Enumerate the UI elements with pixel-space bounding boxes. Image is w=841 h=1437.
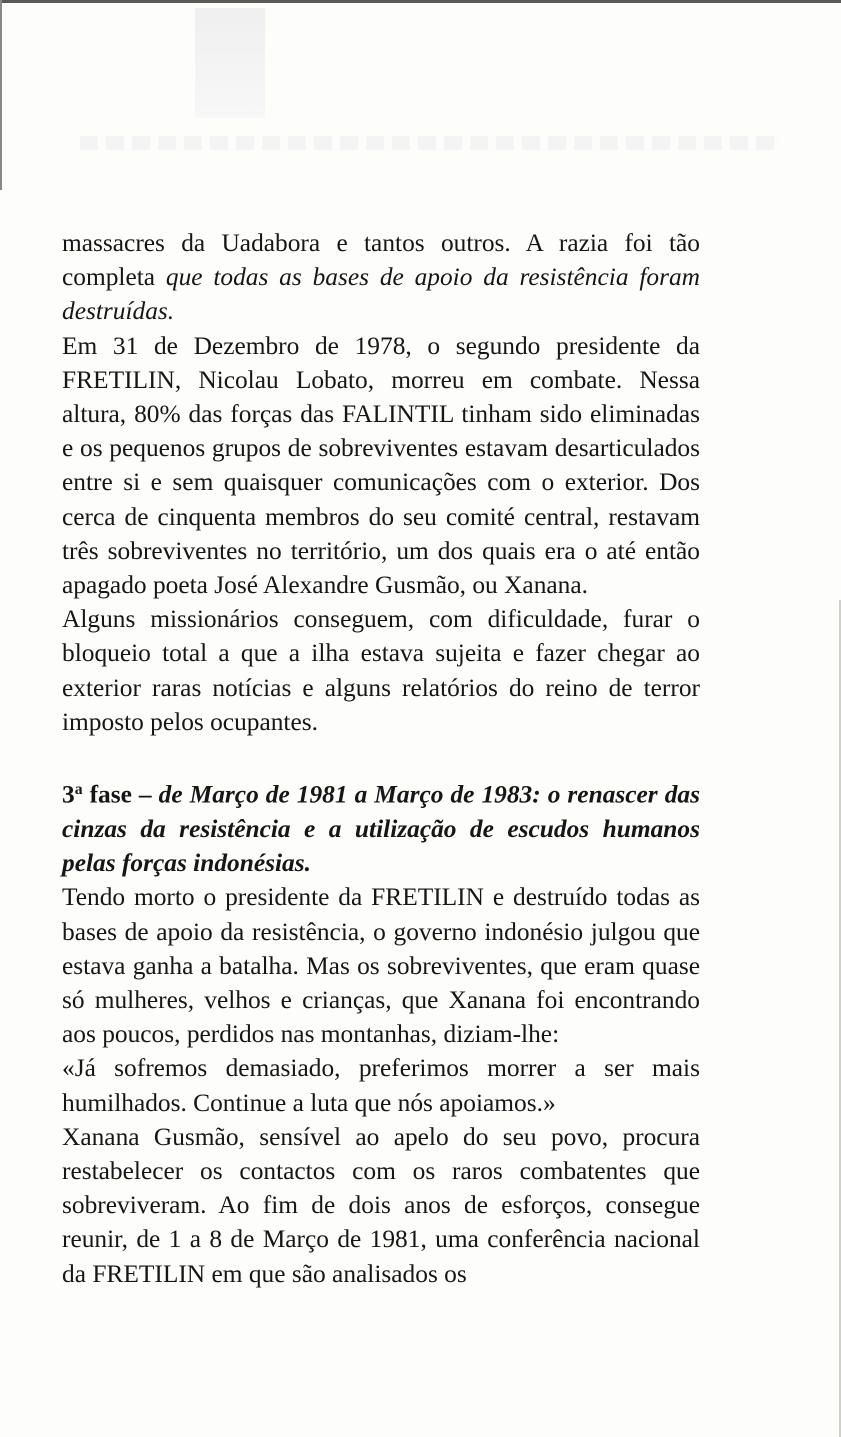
scan-edge-top <box>0 0 841 3</box>
bleed-through-block <box>195 8 265 118</box>
paragraph-4: Tendo morto o presidente da FRETILIN e destruído todas as bases de apoio da resistência, o governo indonésio julgou que estava ganha a batalha. Mas os sobreviventes, que eram quase só mulheres, velhos e crianças, que Xanana foi encontrando aos poucos, perdidos nas montanhas, diziam-lhe: <box>62 883 700 1049</box>
paragraph-3: Alguns missionários conseguem, com dificuldade, furar o bloqueio total a que a ilha estava sujeita e fazer chegar ao exterior raras notícias e alguns relatórios do reino de terror imposto pelos ocupantes. <box>62 605 700 736</box>
paragraph-1-italic: que todas as bases de apoio da resistência foram destruídas. <box>62 263 700 326</box>
scan-edge-left <box>0 0 2 190</box>
heading-number: 3 <box>62 780 75 809</box>
paragraph-5-quote: «Já sofremos demasiado, preferimos morrer a ser mais humilhados. Continue a luta que nós apoiamos.» <box>62 1054 700 1117</box>
paragraph-1-roman: massacres da Uadabora e tantos outros. A razia foi tão completa <box>62 229 700 292</box>
heading-title: de Março de 1981 a Março de 1983: o renascer das cinzas da resistência e a utilização de escudos humanos pelas forças indonésias. <box>62 780 700 878</box>
section-heading <box>62 773 700 880</box>
heading-ordinal: a <box>74 781 83 799</box>
heading-word: fase – <box>82 780 159 809</box>
paragraph-2: Em 31 de Dezembro de 1978, o segundo presidente da FRETILIN, Nicolau Lobato, morreu em combate. Nessa altura, 80% das forças das FALINTIL tinham sido eliminadas e os pequenos grupos de sobreviventes estavam desarticulados entre si e sem quaisquer comunicações com o exterior. Dos cerca de cinquenta membros do seu comité central, restavam três sobreviventes no território, um dos quais era o até então apagado poeta José Alexandre Gusmão, ou Xanana. <box>62 331 700 600</box>
paragraph-1 <box>62 226 700 329</box>
bleed-through-header <box>80 136 780 150</box>
body-text <box>62 226 700 1291</box>
paragraph-6: Xanana Gusmão, sensível ao apelo do seu povo, procura restabelecer os contactos com os raros combatentes que sobreviveram. Ao fim de dois anos de esforços, consegue reunir, de 1 a 8 de Março de 1981, uma conferência nacional da FRETILIN em que são analisados os <box>62 1122 700 1288</box>
